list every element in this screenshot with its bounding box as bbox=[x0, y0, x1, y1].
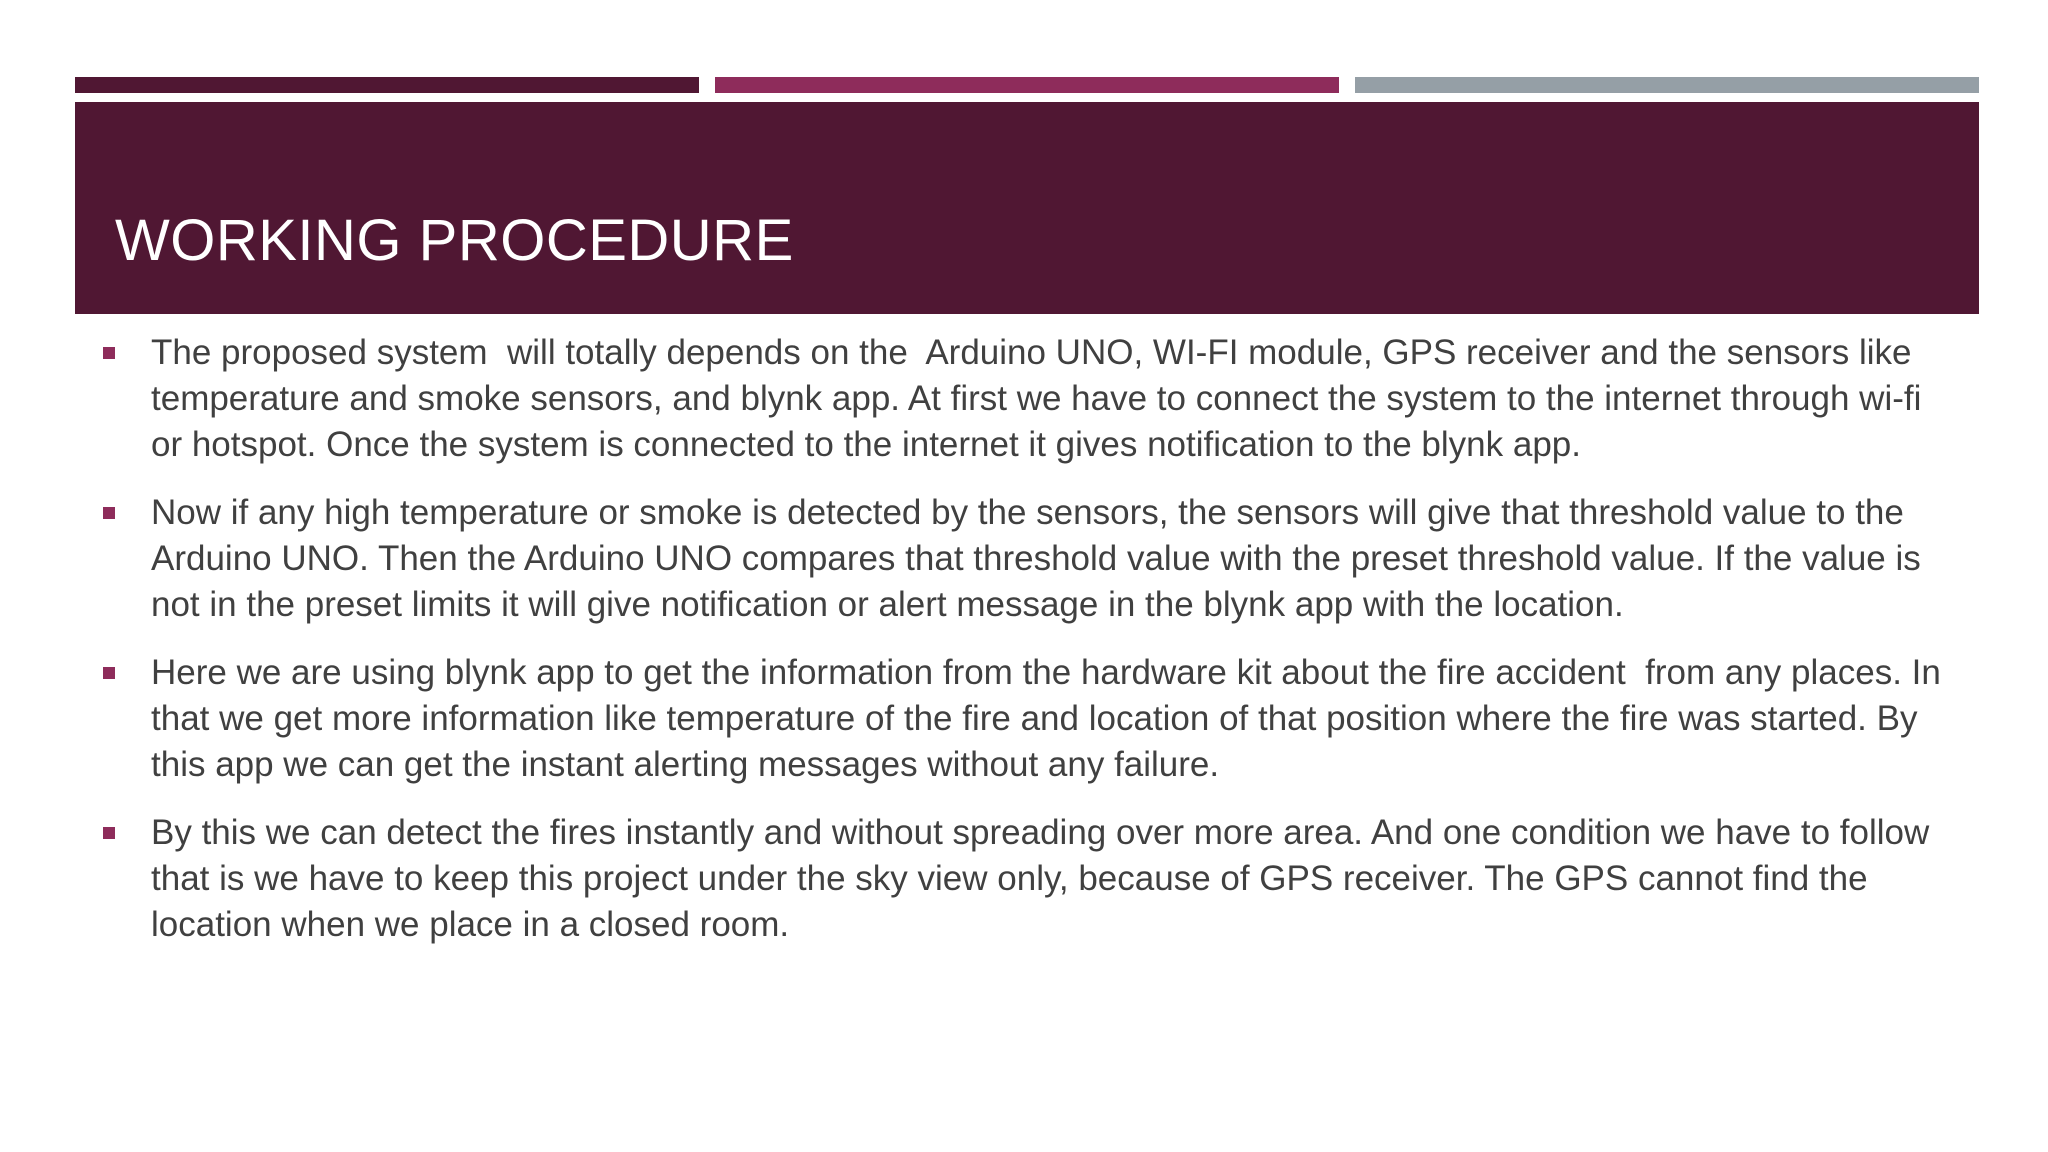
bullet-text: Now if any high temperature or smoke is detected by the sensors, the sensors will give that threshold value to the Arduino UNO. Then the Arduino UNO compares that threshold value with the preset threshold value. If the value is not in the preset limits it will give notification or alert message in the blynk app with the location. bbox=[151, 493, 1931, 624]
slide-title: WORKING PROCEDURE bbox=[115, 208, 794, 273]
bullet-item bbox=[100, 810, 1960, 948]
square-bullet-icon bbox=[103, 347, 115, 359]
accent-bar-gray bbox=[1355, 77, 1979, 93]
bullet-item bbox=[100, 330, 1960, 468]
square-bullet-icon bbox=[103, 507, 115, 519]
bullet-item bbox=[100, 490, 1960, 628]
accent-bar-dark bbox=[75, 77, 699, 93]
bullet-item bbox=[100, 650, 1960, 788]
bullet-text: The proposed system will totally depends on the Arduino UNO, WI-FI module, GPS receiver and the sensors like temperature and smoke sensors, and blynk app. At first we have to connect the system to the internet through wi-fi or hotspot. Once the system is connected to the internet it gives notification to the blynk app. bbox=[151, 333, 1932, 464]
square-bullet-icon bbox=[103, 827, 115, 839]
accent-bar-magenta bbox=[715, 77, 1339, 93]
title-band bbox=[75, 102, 1979, 314]
bullet-text: By this we can detect the fires instantly and without spreading over more area. And one condition we have to follow that is we have to keep this project under the sky view only, because of GPS receiver. The GPS cannot find the location when we place in a closed room. bbox=[151, 813, 1939, 944]
bullet-list bbox=[100, 330, 1960, 970]
square-bullet-icon bbox=[103, 667, 115, 679]
bullet-text: Here we are using blynk app to get the information from the hardware kit about the fire accident from any places. In that we get more information like temperature of the fire and location of that position where the fire was started. By this app we can get the instant alerting messages without any failure. bbox=[151, 653, 1951, 784]
